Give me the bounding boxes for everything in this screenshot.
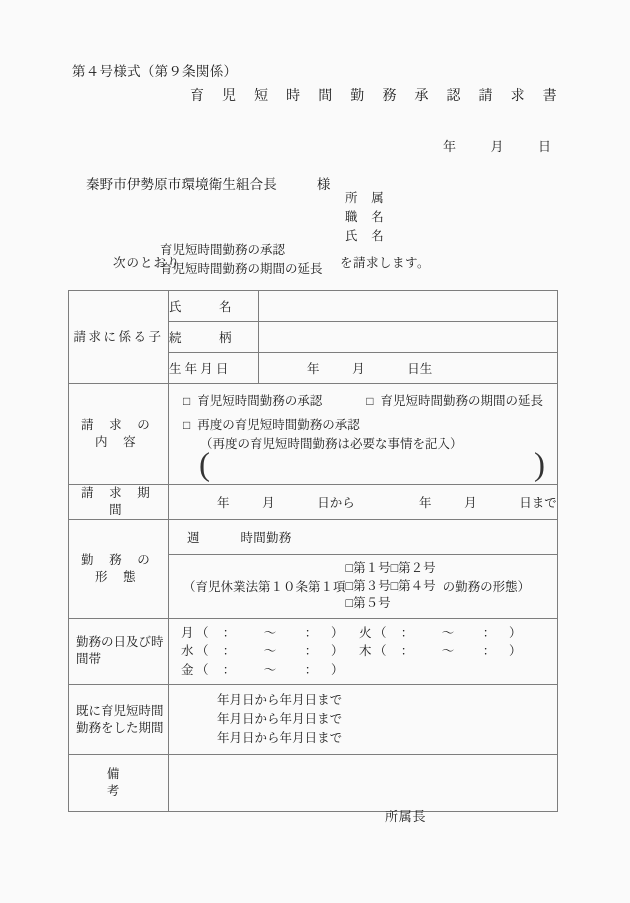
form-number: 第４号様式（第９条関係） bbox=[72, 64, 238, 79]
applicant-block bbox=[345, 189, 384, 246]
request-to-year: 年 bbox=[419, 496, 432, 510]
past-2-from-day: 日から bbox=[242, 712, 280, 726]
request-content-options-line bbox=[169, 384, 557, 409]
row-label-work-days-text: 勤務の日及び時間帯 bbox=[76, 635, 164, 667]
request-sentence-options bbox=[160, 241, 323, 279]
checkbox-reapply[interactable]: □ bbox=[183, 418, 191, 432]
slot-tilde: ～ bbox=[263, 625, 277, 640]
slot-open-paren: （ bbox=[374, 644, 387, 658]
date-year-label: 年 bbox=[443, 139, 457, 154]
slot-open-paren: （ bbox=[196, 625, 209, 640]
request-option-extension: 育児短時間勤務の期間の延長 bbox=[160, 262, 323, 276]
table-row bbox=[69, 618, 558, 685]
table-row bbox=[69, 755, 558, 812]
addressee bbox=[86, 173, 331, 193]
slot-start-colon: ： bbox=[222, 625, 236, 640]
past-3-from-day: 日から bbox=[242, 731, 280, 745]
checkbox-clause-5[interactable]: □第５号 bbox=[345, 596, 391, 610]
work-days-grid bbox=[169, 619, 557, 685]
row-label-work-form-text: 勤 務 の 形 態 bbox=[80, 552, 156, 584]
field-child-birthdate[interactable] bbox=[259, 353, 558, 384]
slot-close-paren: ） bbox=[509, 644, 522, 658]
day-label-wednesday: 水 bbox=[181, 644, 194, 658]
applicant-position-label: 職 名 bbox=[345, 210, 385, 224]
row-label-request-content bbox=[69, 384, 169, 485]
paren-left: ( bbox=[199, 447, 210, 483]
slot-start-colon: ： bbox=[222, 644, 236, 658]
paren-right: ) bbox=[534, 447, 545, 483]
past-1-to-month: 月 bbox=[292, 693, 305, 707]
applicant-affiliation-label: 所 属 bbox=[345, 191, 385, 205]
day-label-friday: 金 bbox=[181, 662, 194, 677]
slot-start-colon: ： bbox=[400, 644, 414, 658]
cell-request-content bbox=[169, 384, 558, 485]
row-label-child bbox=[69, 291, 169, 384]
past-3-to-year: 年 bbox=[279, 731, 293, 745]
field-child-name[interactable] bbox=[259, 291, 558, 322]
field-past-periods[interactable] bbox=[169, 685, 558, 755]
past-1-from-month: 月 bbox=[229, 693, 243, 707]
field-request-period[interactable] bbox=[169, 485, 558, 520]
past-2-to-year: 年 bbox=[279, 712, 293, 726]
label-extension: 育児短時間勤務の期間の延長 bbox=[380, 394, 544, 408]
request-content-reason-field[interactable] bbox=[169, 447, 557, 484]
row-label-request-content-text: 請 求 の 内 容 bbox=[80, 418, 156, 449]
date-month-label: 月 bbox=[490, 139, 505, 154]
table-row bbox=[69, 520, 558, 555]
time-slot-thursday[interactable] bbox=[359, 642, 523, 661]
week-prefix-label: 週 bbox=[187, 531, 200, 545]
label-reapply: 再度の育児短時間勤務の承認 bbox=[197, 418, 360, 432]
field-work-days[interactable] bbox=[169, 618, 558, 685]
past-2-to-day: 日まで bbox=[304, 712, 343, 726]
addressee-name: 秦野市伊勢原市環境衛生組合長 bbox=[86, 177, 277, 192]
past-2-from-year: 年 bbox=[217, 712, 230, 726]
request-from-year: 年 bbox=[217, 496, 230, 510]
checkbox-clause-3[interactable]: □第３号 bbox=[345, 578, 391, 593]
slot-end-colon: ： bbox=[304, 662, 318, 677]
page-title: 育 児 短 時 間 勤 務 承 認 請 求 書 bbox=[190, 89, 564, 104]
slot-close-paren: ） bbox=[509, 625, 522, 640]
past-period-row-2[interactable] bbox=[169, 710, 557, 729]
slot-tilde: ～ bbox=[441, 644, 455, 658]
row-label-work-form bbox=[69, 520, 169, 619]
sub-label-child-relation-text: 続 柄 bbox=[169, 331, 232, 345]
checkbox-clause-1[interactable]: □第１号 bbox=[345, 561, 391, 575]
cell-work-form-clauses bbox=[169, 555, 558, 619]
table-row bbox=[69, 291, 558, 322]
slot-open-paren: （ bbox=[374, 625, 387, 640]
time-slot-friday[interactable] bbox=[181, 661, 345, 680]
checkbox-extension[interactable]: □ bbox=[366, 394, 374, 408]
week-suffix-label: 時間勤務 bbox=[240, 531, 292, 545]
past-period-row-3[interactable] bbox=[169, 729, 557, 748]
slot-tilde: ～ bbox=[263, 662, 277, 677]
slot-end-colon: ： bbox=[304, 644, 318, 658]
checkbox-clause-2[interactable]: □第２号 bbox=[390, 561, 436, 575]
slot-open-paren: （ bbox=[196, 644, 209, 658]
table-row bbox=[69, 384, 558, 485]
child-birth-day-label: 日生 bbox=[407, 362, 433, 376]
past-2-from-month: 月 bbox=[229, 712, 243, 726]
request-from-day: 日から bbox=[317, 496, 355, 510]
past-2-to-month: 月 bbox=[292, 712, 305, 726]
slot-end-colon: ： bbox=[482, 644, 496, 658]
field-child-relation[interactable] bbox=[259, 322, 558, 353]
sub-label-child-birthdate bbox=[169, 353, 259, 384]
slot-end-colon: ： bbox=[304, 625, 318, 640]
past-1-to-year: 年 bbox=[279, 693, 293, 707]
applicant-name-label: 氏 名 bbox=[345, 229, 385, 243]
request-from-month: 月 bbox=[262, 496, 275, 510]
slot-open-paren: （ bbox=[196, 662, 209, 677]
child-birth-year-label: 年 bbox=[307, 362, 320, 376]
slot-start-colon: ： bbox=[222, 662, 236, 677]
weekly-hours-line bbox=[169, 520, 557, 554]
past-period-row-1[interactable] bbox=[169, 691, 557, 710]
slot-tilde: ～ bbox=[441, 625, 455, 640]
table-row bbox=[69, 485, 558, 520]
time-slot-monday[interactable] bbox=[181, 624, 345, 643]
slot-close-paren: ） bbox=[331, 644, 344, 658]
past-3-from-month: 月 bbox=[229, 731, 243, 745]
past-1-from-year: 年 bbox=[217, 693, 230, 707]
field-remarks[interactable] bbox=[169, 755, 558, 812]
request-sentence-lead: 次のとおり bbox=[113, 256, 181, 270]
law-reference-tail: の勤務の形態） bbox=[442, 580, 531, 595]
request-content-note: （再度の育児短時間勤務は必要な事情を記入） bbox=[200, 437, 463, 451]
work-days-row-2 bbox=[181, 642, 557, 661]
slot-close-paren: ） bbox=[331, 625, 344, 640]
checkbox-approval[interactable]: □ bbox=[183, 394, 191, 408]
request-to-month: 月 bbox=[464, 496, 477, 510]
slot-close-paren: ） bbox=[331, 662, 344, 677]
slot-end-colon: ： bbox=[482, 625, 496, 640]
day-label-monday: 月 bbox=[181, 625, 194, 640]
past-3-to-month: 月 bbox=[292, 731, 305, 745]
time-slot-tuesday[interactable] bbox=[359, 624, 523, 643]
past-periods-list bbox=[169, 685, 557, 754]
application-table bbox=[68, 290, 558, 812]
row-label-request-period-text: 請 求 期 間 bbox=[80, 486, 156, 517]
row-label-past-periods bbox=[69, 685, 169, 755]
time-slot-wednesday[interactable] bbox=[181, 642, 345, 661]
request-content-reapply-line bbox=[169, 409, 557, 433]
sub-label-child-birthdate-text: 生 年 月 日 bbox=[169, 362, 229, 376]
day-label-thursday: 木 bbox=[359, 644, 372, 658]
slot-tilde: ～ bbox=[263, 644, 277, 658]
work-days-row-1 bbox=[181, 624, 557, 643]
request-to-day: 日まで bbox=[519, 496, 557, 510]
row-label-past-periods-text: 既に育児短時間勤務をした期間 bbox=[76, 703, 164, 735]
sub-label-child-name bbox=[169, 291, 259, 322]
sub-label-child-relation bbox=[169, 322, 259, 353]
work-form-line-2 bbox=[346, 578, 436, 596]
past-3-from-year: 年 bbox=[217, 731, 230, 745]
work-form-line-1 bbox=[346, 560, 436, 578]
row-label-work-days bbox=[69, 618, 169, 685]
sub-label-child-name-text: 氏 名 bbox=[169, 300, 232, 314]
label-approval: 育児短時間勤務の承認 bbox=[197, 394, 323, 408]
day-label-tuesday: 火 bbox=[359, 625, 372, 640]
work-days-row-3 bbox=[181, 661, 557, 680]
work-form-line-3 bbox=[346, 595, 436, 613]
law-reference-text: （育児休業法第１０条第１項 bbox=[183, 580, 346, 595]
child-birth-month-label: 月 bbox=[352, 362, 365, 376]
row-label-remarks bbox=[69, 755, 200, 812]
supervisor-label: 所属長 bbox=[385, 809, 427, 824]
addressee-honorific: 様 bbox=[316, 177, 331, 192]
request-sentence-tail: を請求します。 bbox=[340, 256, 431, 270]
row-label-child-text: 請求に係る子 bbox=[73, 329, 164, 344]
slot-start-colon: ： bbox=[400, 625, 414, 640]
row-label-remarks-text: 備 考 bbox=[106, 767, 200, 798]
date-day-label: 日 bbox=[537, 139, 552, 154]
past-1-to-day: 日まで bbox=[304, 693, 343, 707]
request-option-approval: 育児短時間勤務の承認 bbox=[160, 243, 286, 257]
past-1-from-day: 日から bbox=[242, 693, 280, 707]
past-3-to-day: 日まで bbox=[304, 731, 343, 745]
submission-date-line bbox=[443, 136, 552, 155]
checkbox-clause-4[interactable]: □第４号 bbox=[390, 578, 436, 593]
row-label-request-period bbox=[69, 485, 169, 520]
work-form-checkbox-group bbox=[346, 560, 436, 613]
table-row bbox=[69, 685, 558, 755]
field-weekly-hours[interactable] bbox=[169, 520, 558, 555]
